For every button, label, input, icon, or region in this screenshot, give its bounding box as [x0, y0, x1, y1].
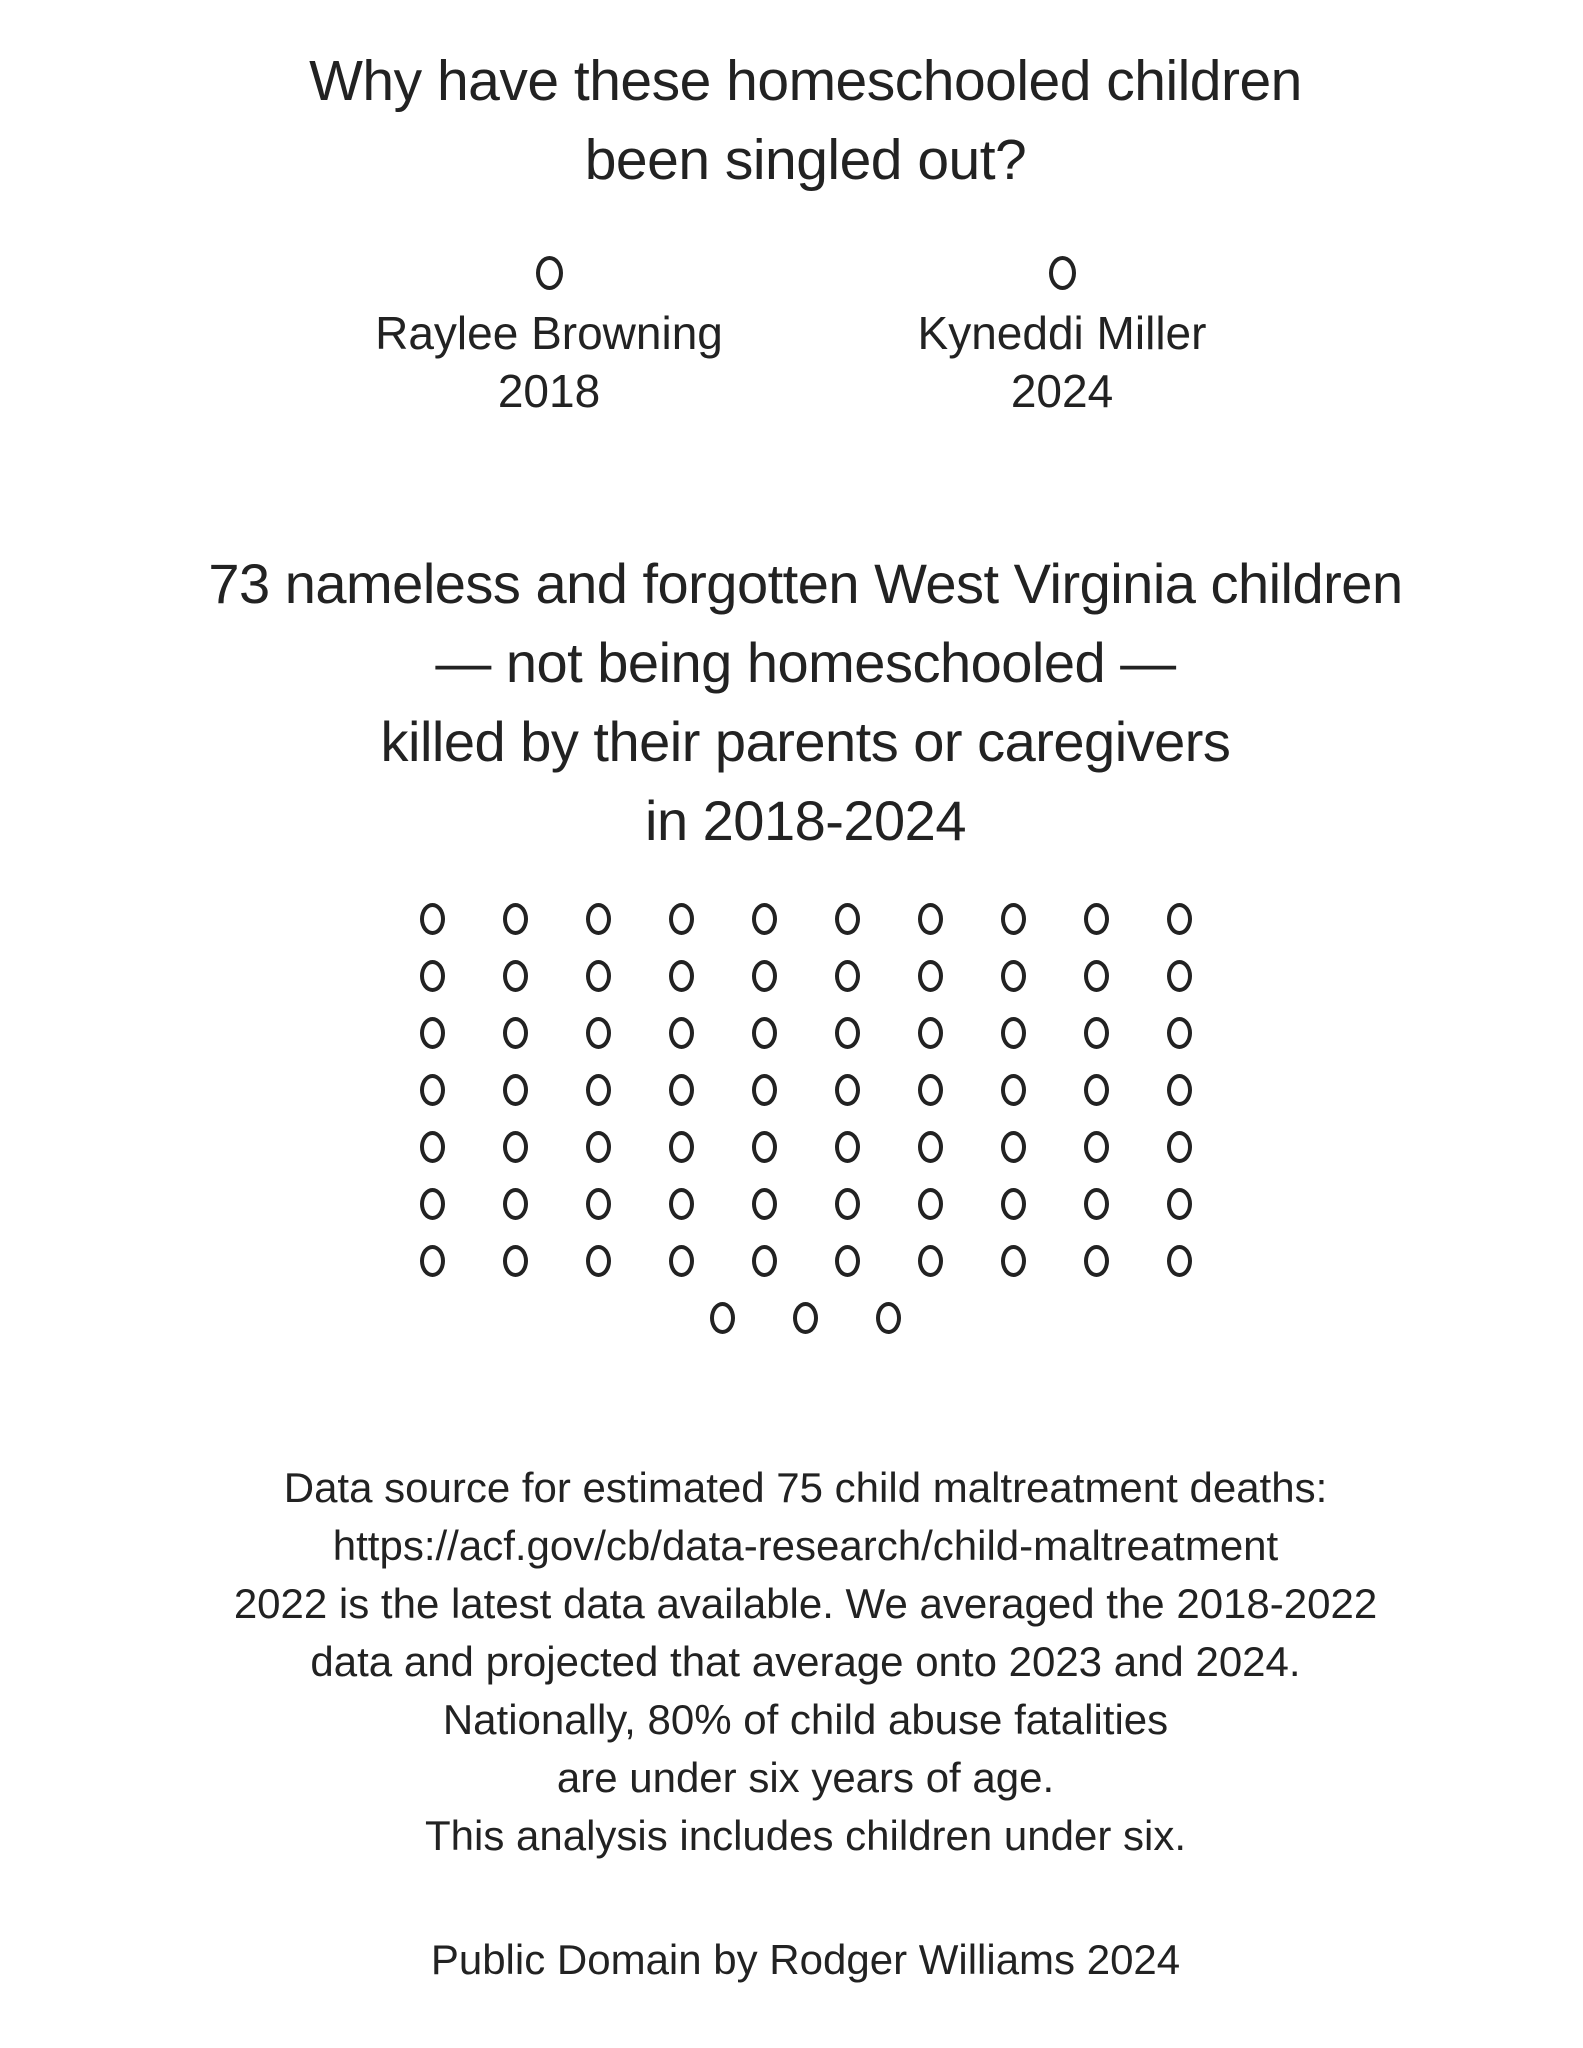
victim-grid-row — [420, 1131, 1192, 1163]
child-year: 2018 — [497, 365, 601, 417]
victim-circle-icon — [420, 1131, 445, 1163]
page-title — [14, 42, 1583, 200]
victim-circle-icon — [420, 903, 445, 935]
victim-pictogram-grid — [14, 903, 1583, 1334]
victim-circle-icon — [918, 1017, 943, 1049]
named-child-kyneddi — [872, 256, 1252, 420]
victim-circle-icon — [752, 1245, 777, 1277]
footnote-line-6: are under six years of age. — [556, 1754, 1055, 1801]
victim-circle-icon — [1001, 903, 1026, 935]
victim-circle-icon — [918, 903, 943, 935]
victim-circle-icon — [1084, 1017, 1109, 1049]
victim-circle-icon — [669, 1188, 694, 1220]
named-child-raylee — [359, 256, 739, 420]
victim-circle-icon — [669, 1017, 694, 1049]
victim-circle-icon — [876, 1302, 901, 1334]
victim-circle-icon — [1001, 1131, 1026, 1163]
victim-circle-icon — [586, 1245, 611, 1277]
victim-circle-icon — [835, 1245, 860, 1277]
headline-line-2: — not being homeschooled — — [435, 631, 1176, 694]
victim-grid-row — [420, 960, 1192, 992]
victim-circle-icon — [835, 1188, 860, 1220]
victim-circle-icon — [503, 1188, 528, 1220]
victim-circle-icon — [1167, 960, 1192, 992]
victim-circle-icon — [1084, 1188, 1109, 1220]
victim-circle-icon — [586, 960, 611, 992]
victim-circle-icon — [1001, 960, 1026, 992]
victim-circle-icon — [1167, 1188, 1192, 1220]
victim-circle-icon — [669, 1245, 694, 1277]
child-circle-icon — [1049, 256, 1076, 290]
victim-circle-icon — [1167, 1245, 1192, 1277]
victim-grid-row — [710, 1302, 901, 1334]
footnote-line-1: Data source for estimated 75 child maltreatment deaths: — [283, 1464, 1328, 1511]
victim-circle-icon — [1001, 1188, 1026, 1220]
victim-circle-icon — [586, 1017, 611, 1049]
victim-circle-icon — [420, 1074, 445, 1106]
victim-circle-icon — [1084, 903, 1109, 935]
victim-circle-icon — [1167, 1017, 1192, 1049]
footnote-line-4: data and projected that average onto 2023 and 2024. — [310, 1638, 1301, 1685]
victim-circle-icon — [1001, 1245, 1026, 1277]
victim-circle-icon — [586, 1188, 611, 1220]
victim-circle-icon — [1084, 1131, 1109, 1163]
victim-circle-icon — [1167, 1074, 1192, 1106]
victim-circle-icon — [503, 960, 528, 992]
victim-circle-icon — [1167, 903, 1192, 935]
victim-circle-icon — [420, 1188, 445, 1220]
victim-circle-icon — [710, 1302, 735, 1334]
victim-circle-icon — [586, 903, 611, 935]
victim-circle-icon — [503, 1074, 528, 1106]
victim-grid-row — [420, 1017, 1192, 1049]
victim-grid-row — [420, 1245, 1192, 1277]
footnote-line-2: https://acf.gov/cb/data-research/child-maltreatment — [332, 1522, 1279, 1569]
victim-circle-icon — [918, 1188, 943, 1220]
victim-circle-icon — [1001, 1017, 1026, 1049]
child-circle-icon — [536, 256, 563, 290]
headline — [14, 544, 1583, 860]
victim-circle-icon — [835, 1074, 860, 1106]
credit-line: Public Domain by Rodger Williams 2024 — [430, 1936, 1181, 1983]
headline-line-4: in 2018-2024 — [645, 789, 966, 852]
victim-circle-icon — [503, 1017, 528, 1049]
child-name: Kyneddi Miller — [917, 307, 1207, 359]
victim-grid-row — [420, 1074, 1192, 1106]
victim-circle-icon — [503, 1131, 528, 1163]
victim-circle-icon — [1001, 1074, 1026, 1106]
victim-circle-icon — [503, 903, 528, 935]
victim-circle-icon — [669, 1074, 694, 1106]
victim-circle-icon — [586, 1131, 611, 1163]
named-children-row — [14, 256, 1583, 420]
footnote-line-5: Nationally, 80% of child abuse fatalities — [442, 1696, 1169, 1743]
victim-circle-icon — [669, 903, 694, 935]
victim-circle-icon — [835, 903, 860, 935]
child-name: Raylee Browning — [375, 307, 723, 359]
victim-circle-icon — [835, 960, 860, 992]
victim-circle-icon — [420, 1245, 445, 1277]
victim-circle-icon — [1167, 1131, 1192, 1163]
footnote — [14, 1459, 1583, 1865]
victim-circle-icon — [918, 1074, 943, 1106]
victim-circle-icon — [420, 1017, 445, 1049]
page-title-line-1: Why have these homeschooled children — [309, 49, 1302, 113]
victim-circle-icon — [918, 960, 943, 992]
victim-circle-icon — [669, 960, 694, 992]
victim-circle-icon — [1084, 1074, 1109, 1106]
victim-circle-icon — [835, 1131, 860, 1163]
victim-circle-icon — [793, 1302, 818, 1334]
victim-circle-icon — [1084, 960, 1109, 992]
victim-circle-icon — [420, 960, 445, 992]
page-title-line-2: been singled out? — [584, 128, 1027, 192]
victim-circle-icon — [752, 1188, 777, 1220]
victim-circle-icon — [1084, 1245, 1109, 1277]
child-year: 2024 — [1010, 365, 1114, 417]
headline-line-1: 73 nameless and forgotten West Virginia children — [208, 552, 1403, 615]
victim-circle-icon — [669, 1131, 694, 1163]
victim-circle-icon — [752, 1074, 777, 1106]
victim-circle-icon — [752, 1131, 777, 1163]
victim-circle-icon — [503, 1245, 528, 1277]
victim-circle-icon — [752, 960, 777, 992]
victim-circle-icon — [752, 1017, 777, 1049]
victim-grid-row — [420, 1188, 1192, 1220]
victim-circle-icon — [918, 1245, 943, 1277]
headline-line-3: killed by their parents or caregivers — [380, 710, 1231, 773]
victim-circle-icon — [918, 1131, 943, 1163]
victim-grid-row — [420, 903, 1192, 935]
victim-circle-icon — [752, 903, 777, 935]
footnote-line-3: 2022 is the latest data available. We averaged the 2018-2022 — [233, 1580, 1378, 1627]
victim-circle-icon — [586, 1074, 611, 1106]
footnote-line-7: This analysis includes children under six. — [424, 1812, 1187, 1859]
victim-circle-icon — [835, 1017, 860, 1049]
